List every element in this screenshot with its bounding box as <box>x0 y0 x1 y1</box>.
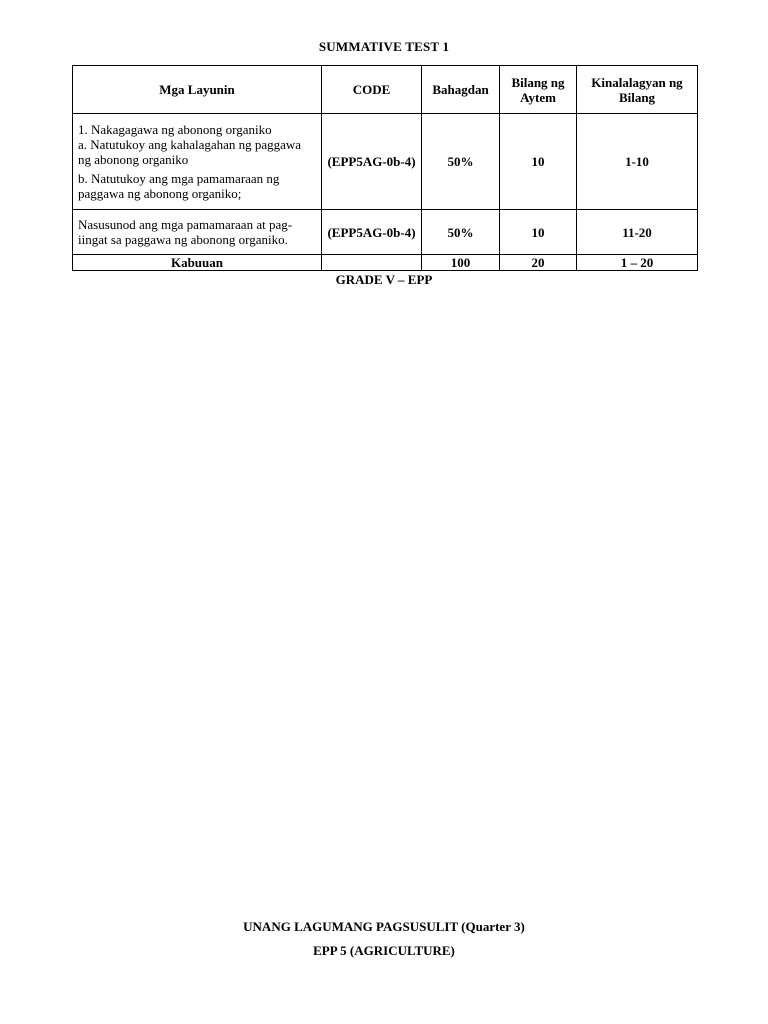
table-of-specification <box>72 65 698 271</box>
placement-cell: 11-20 <box>577 210 698 255</box>
table-row <box>73 114 698 210</box>
code-cell: (EPP5AG-0b-4) <box>322 210 422 255</box>
document-title: SUMMATIVE TEST 1 <box>318 39 450 54</box>
header-code: CODE <box>322 66 422 114</box>
table-header-row <box>73 66 698 114</box>
footer-subject: EPP 5 (AGRICULTURE) <box>313 943 455 958</box>
total-row <box>73 255 698 271</box>
header-items: Bilang ng Aytem <box>500 66 577 114</box>
placement-cell: 1-10 <box>577 114 698 210</box>
header-placement: Kinalalagyan ng Bilang <box>577 66 698 114</box>
footer-exam-title: UNANG LAGUMANG PAGSUSULIT (Quarter 3) <box>243 919 525 934</box>
header-objectives: Mga Layunin <box>73 66 322 114</box>
total-placement: 1 – 20 <box>577 255 698 271</box>
items-cell: 10 <box>500 114 577 210</box>
total-code <box>322 255 422 271</box>
header-percentage: Bahagdan <box>422 66 500 114</box>
table-row <box>73 210 698 255</box>
objective-line: b. Natutukoy ang mga pamamaraan ng paggawa ng abonong organiko; <box>78 171 280 201</box>
objective-line: a. Natutukoy ang kahalagahan ng paggawa ng abonong organiko <box>78 137 302 167</box>
total-label: Kabuuan <box>73 255 322 271</box>
grade-label: GRADE V – EPP <box>335 272 433 287</box>
objective-line: Nasusunod ang mga pamamaraan at pag-iingat sa paggawa ng abonong organiko. <box>78 217 293 247</box>
objective-cell <box>73 114 322 210</box>
items-cell: 10 <box>500 210 577 255</box>
code-cell: (EPP5AG-0b-4) <box>322 114 422 210</box>
percentage-cell: 50% <box>422 114 500 210</box>
objective-cell <box>73 210 322 255</box>
total-items: 20 <box>500 255 577 271</box>
percentage-cell: 50% <box>422 210 500 255</box>
objective-line: 1. Nakagagawa ng abonong organiko <box>78 122 272 137</box>
total-percentage: 100 <box>422 255 500 271</box>
